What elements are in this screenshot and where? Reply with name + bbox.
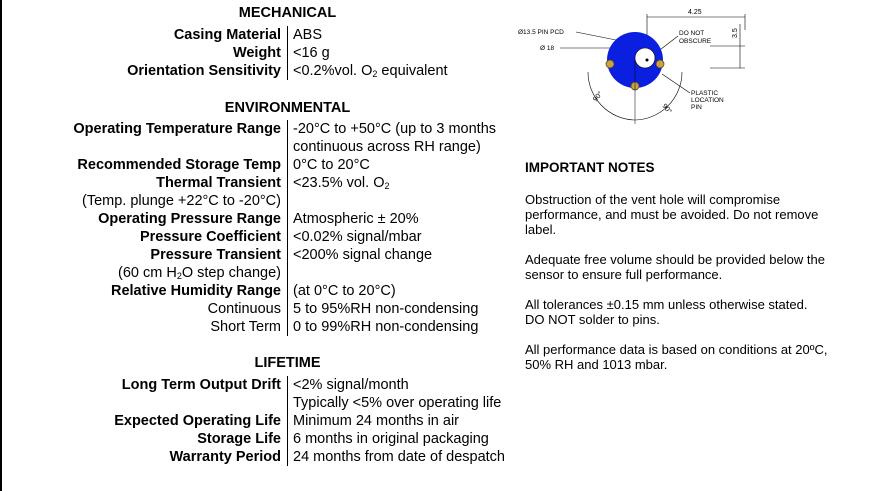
spec-label: Expected Operating Life	[114, 413, 281, 429]
note-paragraph	[525, 192, 855, 237]
spec-value-continued: continuous across RH range)	[293, 139, 481, 155]
spec-value: Minimum 24 months in air	[293, 413, 459, 429]
spec-row	[0, 376, 893, 394]
spec-value: (at 0°C to 20°C)	[293, 283, 396, 299]
note-line: Obstruction of the vent hole will compromise	[525, 192, 781, 207]
spec-row	[0, 412, 893, 430]
spec-value: 0 to 99%RH non-condensing	[293, 319, 479, 335]
spec-label: Thermal Transient	[156, 175, 281, 191]
sensor-dimension-diagram	[500, 2, 760, 127]
spec-value: <200% signal change	[293, 247, 433, 263]
spec-row	[0, 138, 893, 156]
column-divider	[287, 376, 288, 466]
spec-note: (Temp. plunge +22°C to -20°C)	[82, 193, 281, 209]
note-line: label.	[525, 222, 557, 237]
spec-value-continued: Typically <5% over operating life	[293, 395, 502, 411]
vent-hole-center	[646, 59, 649, 62]
spec-label: Orientation Sensitivity	[127, 63, 281, 79]
spec-value: <2% signal/month	[293, 377, 409, 393]
spec-value: <0.02% signal/mbar	[293, 229, 422, 245]
spec-row	[0, 394, 893, 412]
sensor-pin	[606, 60, 614, 68]
note-line: DO NOT solder to pins.	[525, 312, 660, 327]
note-line: All tolerances ±0.15 mm unless otherwise stated.	[525, 297, 808, 312]
note-paragraph	[525, 252, 855, 282]
spec-value: <23.5% vol. $O_2$	[293, 175, 390, 191]
spec-value: Atmospheric ± 20%	[293, 211, 419, 227]
note-line: Adequate free volume should be provided below the	[525, 252, 825, 267]
note-line: performance, and must be avoided. Do not remove	[525, 207, 819, 222]
note-line: All performance data is based on conditions at 20ºC,	[525, 342, 828, 357]
location-label: LOCATION	[691, 97, 724, 104]
pcd-label: Ø13.5 PIN PCD	[518, 29, 564, 36]
spec-value: -20°C to +50°C (up to 3 months	[293, 121, 497, 137]
spec-label: Continuous	[207, 301, 281, 317]
spec-label: Short Term	[210, 319, 281, 335]
spec-row	[0, 448, 893, 466]
spec-value: 24 months from date of despatch	[293, 449, 505, 465]
note-paragraph	[525, 297, 855, 327]
spec-label: Pressure Transient	[150, 247, 281, 263]
spec-value: <16 g	[293, 45, 330, 61]
important-notes	[525, 160, 855, 175]
vent-hole	[635, 48, 655, 68]
note-paragraph	[525, 342, 855, 372]
sensor-pin	[656, 60, 664, 68]
diameter-label: Ø 18	[540, 45, 555, 52]
spec-value: 0°C to 20°C	[293, 157, 370, 173]
column-divider	[287, 120, 288, 336]
spec-label: Operating Pressure Range	[98, 211, 281, 227]
spec-label: Recommended Storage Temp	[77, 157, 281, 173]
note-line: sensor to ensure full performance.	[525, 267, 723, 282]
spec-value: <0.2%vol. $O_2$ equivalent	[293, 63, 448, 79]
note-line: 50% RH and 1013 mbar.	[525, 357, 668, 372]
spec-label: Long Term Output Drift	[121, 377, 281, 393]
dim-top-label: 4.25	[688, 9, 702, 16]
spec-label: Pressure Coefficient	[139, 229, 281, 245]
spec-value: 6 months in original packaging	[293, 431, 489, 447]
dim-side-label: 3.5	[732, 28, 739, 38]
spec-label: Relative Humidity Range	[110, 283, 281, 299]
spec-value: 5 to 95%RH non-condensing	[293, 301, 479, 317]
leader-line	[662, 74, 690, 93]
environmental-heading: ENVIRONMENTAL	[224, 100, 351, 116]
spec-value: ABS	[293, 27, 323, 43]
spec-label: Weight	[232, 45, 281, 61]
notes-title: IMPORTANT NOTES	[525, 160, 655, 175]
spec-label: Operating Temperature Range	[73, 121, 281, 137]
spec-label: Storage Life	[197, 431, 281, 447]
leader-line	[576, 32, 616, 40]
lifetime-heading: LIFETIME	[254, 355, 321, 371]
obscure-label: OBSCURE	[679, 38, 712, 45]
column-divider	[287, 26, 288, 80]
spec-row	[0, 174, 893, 192]
angle-left-label: 90°	[592, 90, 605, 104]
mechanical-heading: MECHANICAL	[238, 5, 337, 21]
spec-note: (60 cm $H_2O$ step change)	[118, 265, 281, 281]
angle-right-label: 90°	[660, 102, 673, 116]
plastic-label: PLASTIC	[691, 90, 719, 97]
pin-label: PIN	[691, 104, 702, 111]
spec-row	[0, 430, 893, 448]
spec-label: Warranty Period	[169, 449, 281, 465]
spec-label: Casing Material	[173, 27, 281, 43]
do-not-label: DO NOT	[679, 30, 705, 37]
